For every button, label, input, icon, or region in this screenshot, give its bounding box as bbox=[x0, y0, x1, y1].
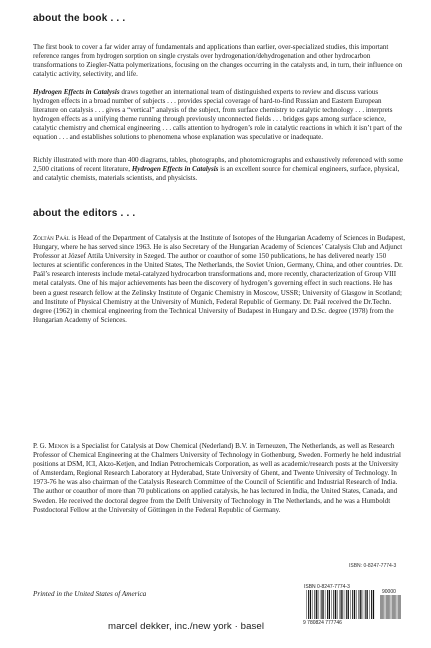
barcode-addon-bars bbox=[380, 595, 401, 619]
book-title-emphasis-2: Hydrogen Effects in Catalysis bbox=[131, 165, 219, 174]
barcode-ean-digits: 9 780824 777746 bbox=[303, 620, 342, 625]
editor-paal-bio bbox=[33, 234, 405, 325]
editor-menon-bio-text: is a Specialist for Catalysis at Dow Chemical (Nederland) B.V. in Terneuzen, The Netherlands, as well as Research Professor of Chemical Engineering at the Chalmers University of Technology in Gothenburg, Sweden. Formerly he held industrial positions at DSM, ICI, Akzo-Ketjen, and Indian Petrochemicals Corporation, as well as academic/research posts at the University of Amsterdam, Regional Research Laboratory at Hyderabad, State University of Ghent, and Twente University of Technology. In 1973-76 he was also chairman of the Catalysis Research Committee of the Council of Scientific and Industrial Research of India. The author or coauthor of more than 70 publications on applied catalysis, he has lectured in India, the United States, Canada, and Sweden. He received the doctoral degree from the Delft University of Technology in The Netherlands, and he was a Humboldt Postdoctoral Fellow at the University of Göttingen in the Federal Republic of Germany. bbox=[33, 442, 401, 514]
book-description-paragraph-3 bbox=[33, 156, 405, 183]
book-description-paragraph-3-start: Richly illustrated with more than 400 diagrams, tables, photographs, and photomicrographs and exhaustively referenced with some 2,500 citations of recent literature, bbox=[33, 156, 403, 174]
isbn-small-label: ISBN: 0-8247-7774-3 bbox=[349, 563, 397, 569]
editor-paal-bio-text: is Head of the Department of Catalysis at the Institute of Isotopes of the Hungarian Academy of Sciences in Budapest, Hungary, where he has served since 1963. He is also Secretary of the Hungarian Academy of Sciences’ Catalysis Club and Adjunct Professor at József Attila University in Szeged. The author or coauthor of some 150 publications, he has delivered nearly 150 lectures at scientific conferences in the United States, The Netherlands, the Soviet Union, Germany, China, and other countries. Dr. Paál’s research interests include metal-catalyzed hydrocarbon transformations and, more recently, characterization of Group VIII metal catalysts. One of his major achievements has been the discovery of hydrogen’s governing effect in such reactions. He has been a guest research fellow at the Zelinsky Institute of Organic Chemistry in Moscow, USSR; University of Glasgow in Scotland; and Institute of Physical Chemistry at the University of Munich, Federal Republic of Germany. Dr. Paál received the Dr.Techn. degree (1962) in chemical engineering from the Technical University of Budapest in Hungary and D.Sc. degree (1978) from the Hungarian Academy of Sciences. bbox=[33, 234, 405, 324]
editor-menon-name: P. G. Menon bbox=[33, 442, 69, 450]
barcode-bars bbox=[306, 590, 374, 619]
printed-in-usa: Printed in the United States of America bbox=[33, 590, 147, 598]
book-description-paragraph-3-end: is an excellent source for chemical engineers, surface, physical, and catalytic chemists, materials scientists, and physicists. bbox=[33, 165, 400, 183]
barcode-isbn-text: ISBN 0-8247-7774-3 bbox=[304, 584, 350, 590]
editor-menon-bio bbox=[33, 442, 405, 515]
book-description-paragraph-1: The first book to cover a far wider array of fundamentals and applications than earlier, over-specialized studies, this important reference ranges from hydrogen sorption on single crystals over hydrogenation/dehydrogenation and other hydrocarbon transformations to Ziegler-Natta polymerizations, focusing on the changes occurring in the catalysts and, in turn, their influence on catalytic activity, selectivity, and life. bbox=[33, 43, 403, 79]
publisher-imprint: marcel dekker, inc./new york · basel bbox=[108, 621, 265, 632]
about-book-heading: about the book . . . bbox=[33, 13, 126, 24]
book-title-emphasis: Hydrogen Effects in Catalysis bbox=[33, 88, 120, 96]
book-description-paragraph-2 bbox=[33, 88, 405, 143]
book-description-paragraph-2-text: draws together an international team of distinguished experts to review and discuss various hydrogen effects in a broad number of subjects . . . provides special coverage of hard-to-find Russian and Eastern European literature on catalysis . . . gives a “vertical” analysis of the subject, from surface chemistry to catalytic technology . . . interprets hydrogen effects as a unifying theme running through previously unconnected fields . . . bridges gaps among surface science, catalytic chemistry and chemical engineering . . . calls attention to hydrogen’s role in catalytic reactions in which it isn’t part of the equation . . . and establishes solutions to phenomena whose explanation was speculative or inadequate. bbox=[33, 88, 403, 142]
barcode-addon-number: 90000 bbox=[382, 589, 396, 595]
editor-paal-name: Zoltán Paál bbox=[33, 234, 70, 242]
about-editors-heading: about the editors . . . bbox=[33, 208, 136, 219]
isbn-barcode bbox=[302, 583, 405, 625]
